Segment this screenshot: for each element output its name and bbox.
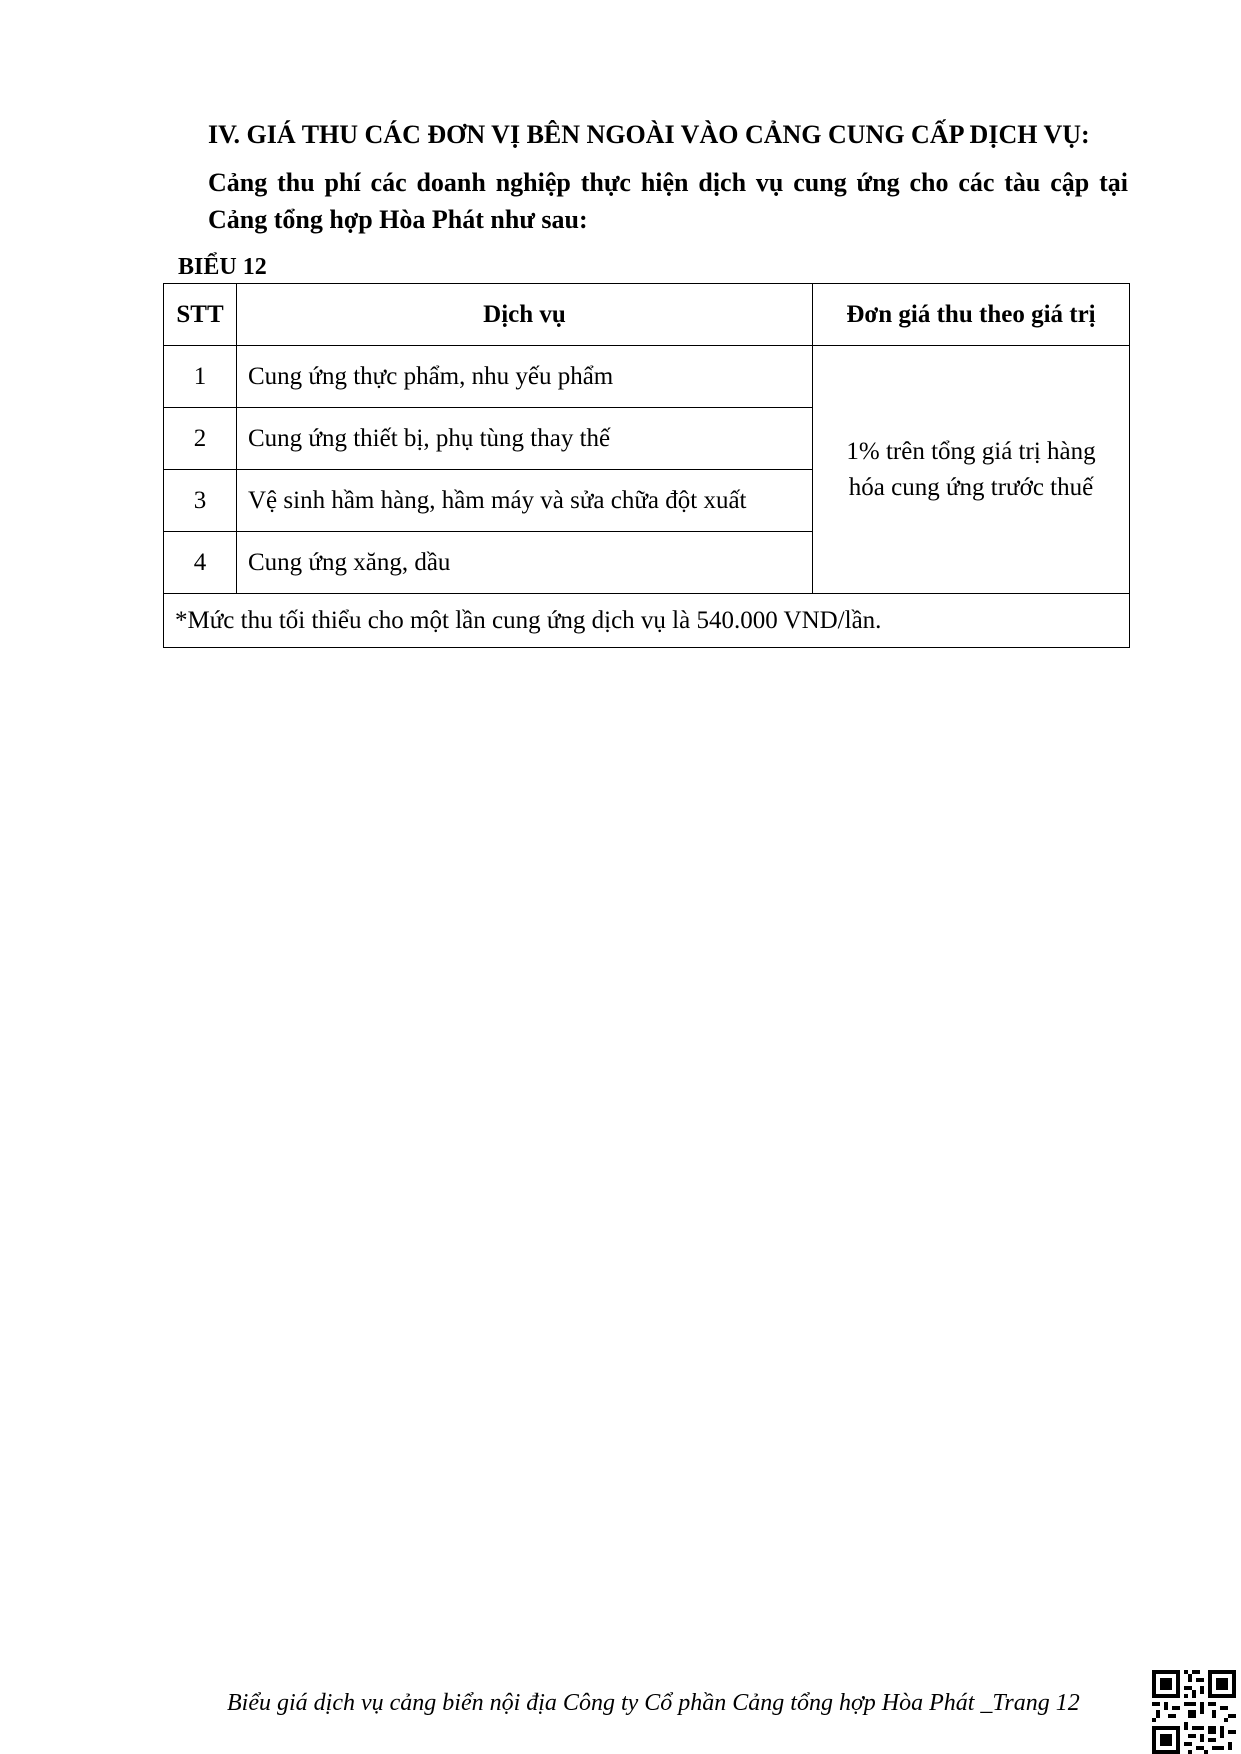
row-service: Cung ứng thiết bị, phụ tùng thay thế — [237, 408, 813, 470]
header-price: Đơn giá thu theo giá trị — [813, 284, 1130, 346]
qr-code-icon — [1152, 1670, 1236, 1754]
row-stt: 1 — [164, 346, 237, 408]
table-caption: BIỂU 12 — [178, 254, 267, 280]
header-stt: STT — [164, 284, 237, 346]
intro-paragraph: Cảng thu phí các doanh nghiệp thực hiện dịch vụ cung ứng cho các tàu cập tại Cảng tổng hợp Hòa Phát như sau: — [208, 168, 1128, 234]
row-stt: 3 — [164, 470, 237, 532]
row-stt: 2 — [164, 408, 237, 470]
price-line-2: hóa cung ứng trước thuế — [848, 473, 1094, 501]
table-note-row — [164, 594, 1130, 648]
service-pricing-table — [163, 283, 1130, 648]
row-service: Cung ứng xăng, dầu — [237, 532, 813, 594]
section-heading: IV. GIÁ THU CÁC ĐƠN VỊ BÊN NGOÀI VÀO CẢNG CUNG CẤP DỊCH VỤ: — [208, 120, 1090, 149]
row-stt: 4 — [164, 532, 237, 594]
table-note: *Mức thu tối thiểu cho một lần cung ứng dịch vụ là 540.000 VND/lần. — [164, 594, 1130, 648]
table-header-row — [164, 284, 1130, 346]
row-service: Cung ứng thực phẩm, nhu yếu phẩm — [237, 346, 813, 408]
header-service: Dịch vụ — [237, 284, 813, 346]
page-footer: Biểu giá dịch vụ cảng biển nội địa Công ty Cổ phần Cảng tổng hợp Hòa Phát _Trang 12 — [227, 1690, 1080, 1716]
price-cell — [813, 346, 1130, 594]
row-service: Vệ sinh hầm hàng, hầm máy và sửa chữa đột xuất — [237, 470, 813, 532]
table-row — [164, 346, 1130, 408]
price-line-1: 1% trên tổng giá trị hàng — [846, 437, 1096, 465]
